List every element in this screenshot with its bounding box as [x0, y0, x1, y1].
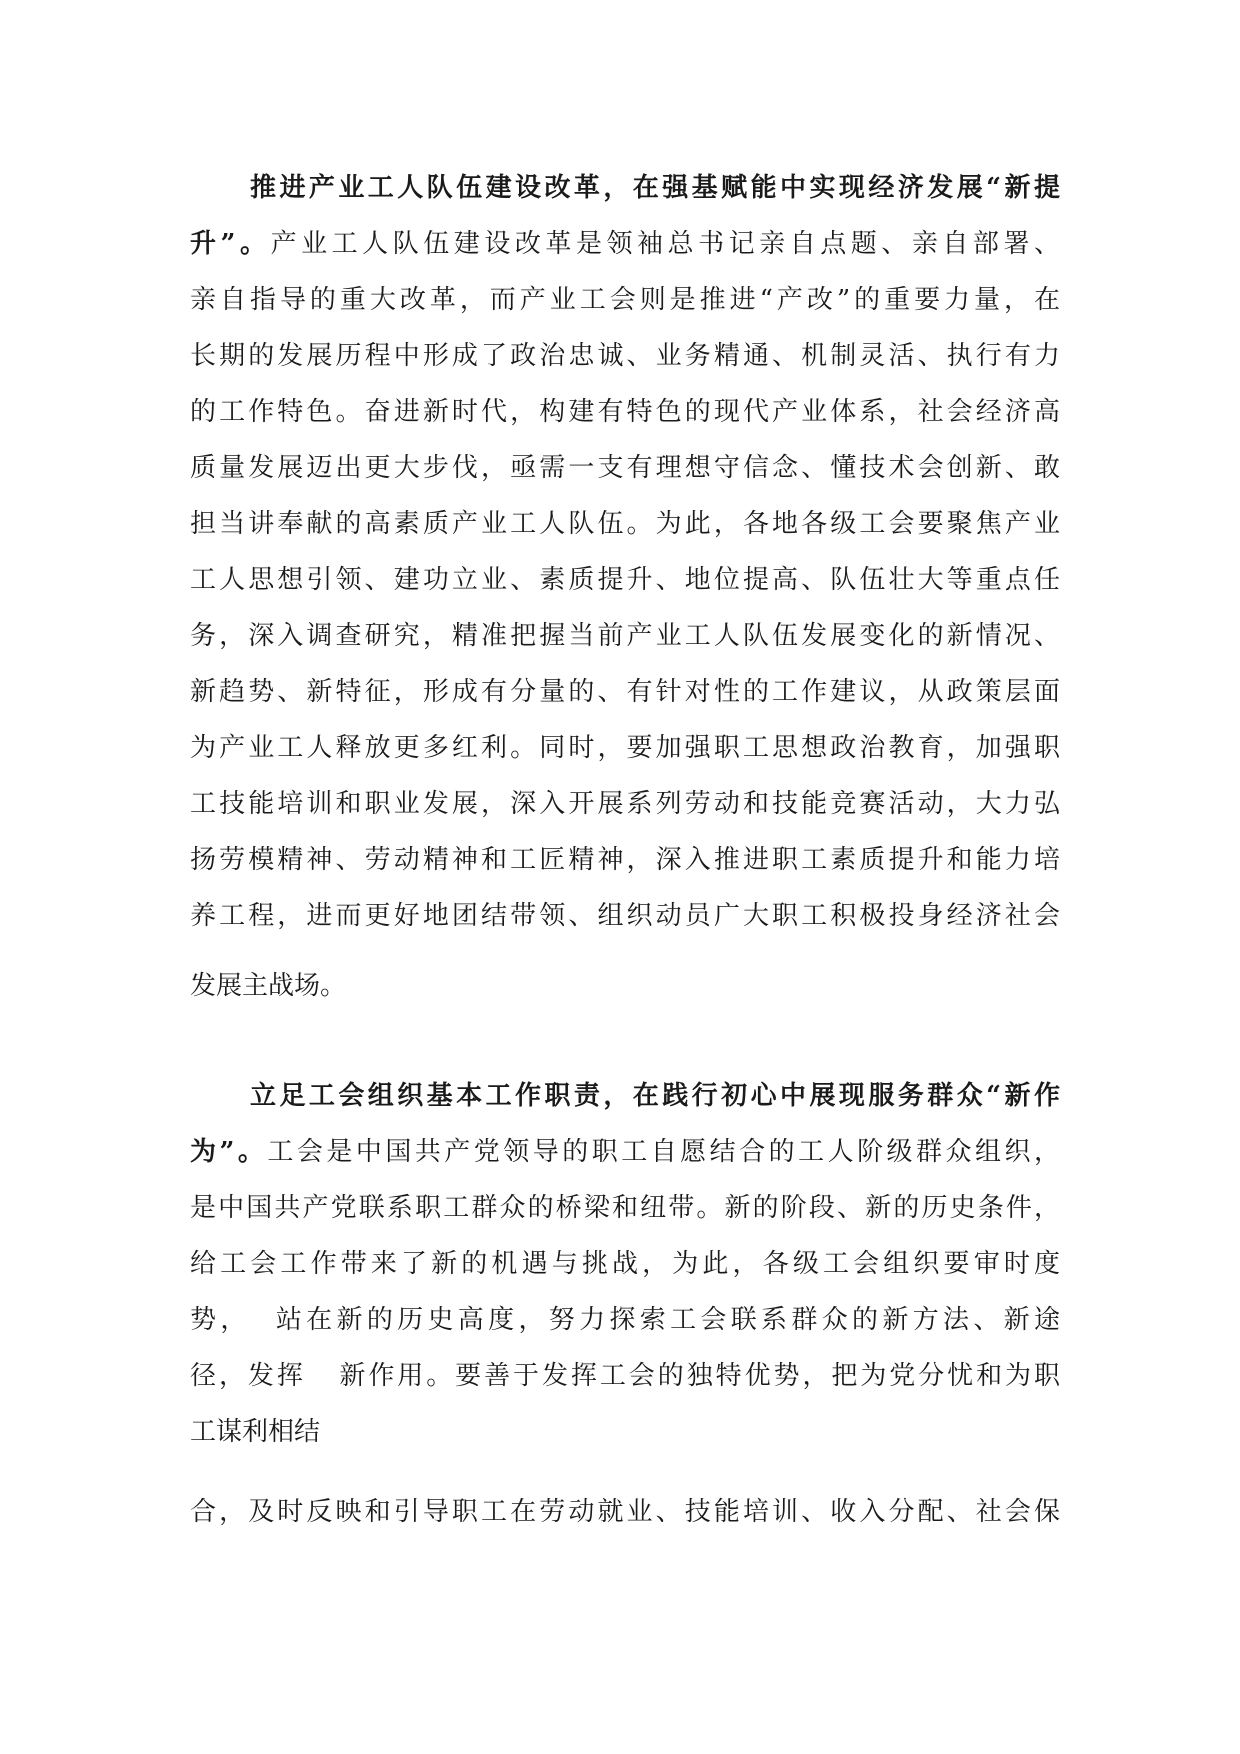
section1-line12: 工技能培训和职业发展，深入开展系列劳动和技能竞赛活动，大力弘 [190, 789, 1060, 819]
section1-line5: 的工作特色。奋进新时代，构建有特色的现代产业体系，社会经济高 [190, 397, 1060, 427]
section1-line15: 发展主战场。 [190, 971, 347, 1001]
section2-line7: 工谋利相结 [190, 1417, 321, 1447]
section2-line3: 是中国共产党联系职工群众的桥梁和纽带。新的阶段、新的历史条件， [190, 1193, 1060, 1223]
section1-line9: 务，深入调查研究，精准把握当前产业工人队伍发展变化的新情况、 [190, 621, 1060, 651]
section1-line4: 长期的发展历程中形成了政治忠诚、业务精通、机制灵活、执行有力 [190, 341, 1060, 371]
section2-line4: 给工会工作带来了新的机遇与挑战，为此，各级工会组织要审时度 [190, 1249, 1060, 1279]
section1-line10: 新趋势、新特征，形成有分量的、有针对性的工作建议，从政策层面 [190, 677, 1060, 707]
section2-line5: 势， 站在新的历史高度，努力探索工会联系群众的新方法、新途 [190, 1305, 1060, 1335]
section2-line2-text: 工会是中国共产党领导的职工自愿结合的工人阶级群众组织， [267, 1137, 1060, 1167]
section1-line7: 担当讲奉献的高素质产业工人队伍。为此，各地各级工会要聚焦产业 [190, 509, 1060, 539]
section2-heading-line2: 为”。 [190, 1137, 268, 1167]
section1-line11: 为产业工人释放更多红利。同时，要加强职工思想政治教育，加强职 [190, 733, 1060, 763]
section1-line3: 亲自指导的重大改革，而产业工会则是推进“产改”的重要力量，在 [190, 285, 1060, 315]
section2-line2 [190, 1132, 1060, 1172]
section1-heading-line2: 升”。 [190, 229, 271, 259]
section2-line6: 径，发挥 新作用。要善于发挥工会的独特优势，把为党分忧和为职 [190, 1361, 1060, 1391]
section1-line14: 养工程，进而更好地团结带领、组织动员广大职工积极投身经济社会 [190, 901, 1060, 931]
section1-heading-line1: 推进产业工人队伍建设改革，在强基赋能中实现经济发展“新提 [250, 173, 1060, 203]
section1-line2 [190, 224, 1060, 264]
section1-line6: 质量发展迈出更大步伐，亟需一支有理想守信念、懂技术会创新、敢 [190, 453, 1060, 483]
section2-heading-line1: 立足工会组织基本工作职责，在践行初心中展现服务群众“新作 [250, 1081, 1060, 1111]
section1-line2-text: 产业工人队伍建设改革是领袖总书记亲自点题、亲自部署、 [270, 229, 1060, 259]
section1-line8: 工人思想引领、建功立业、素质提升、地位提高、队伍壮大等重点任 [190, 565, 1060, 595]
section1-line13: 扬劳模精神、劳动精神和工匠精神，深入推进职工素质提升和能力培 [190, 845, 1060, 875]
section2-line8: 合，及时反映和引导职工在劳动就业、技能培训、收入分配、社会保 [190, 1497, 1060, 1527]
